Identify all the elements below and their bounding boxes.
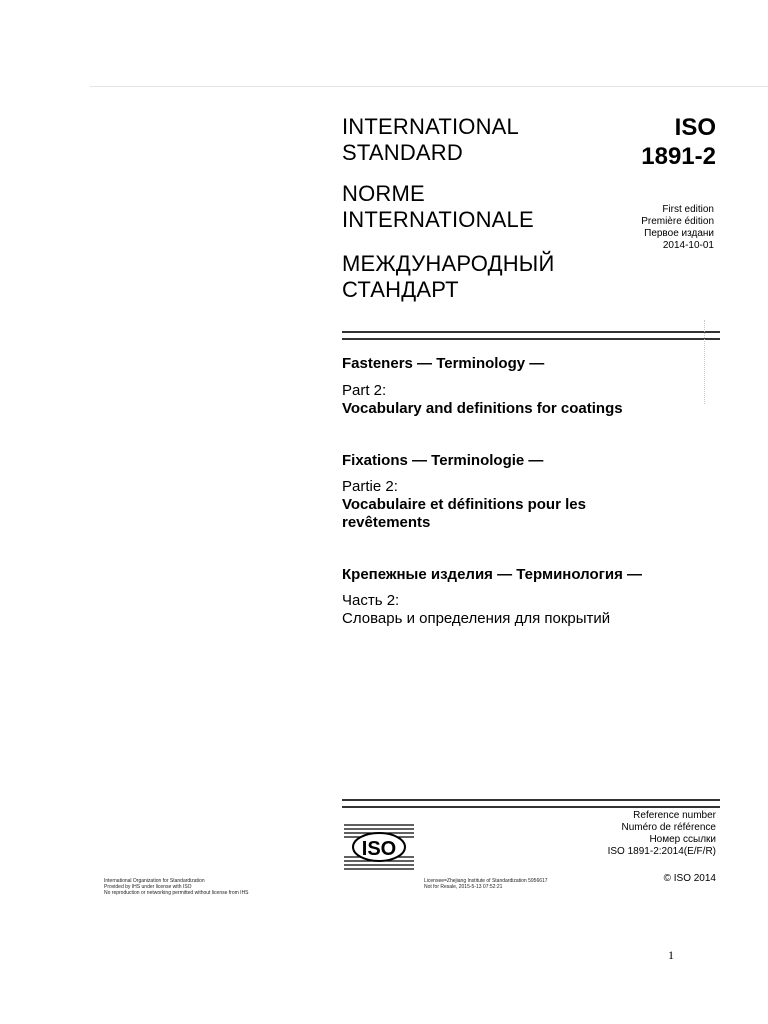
fr-subtitle-line1: Vocabulaire et définitions pour les	[342, 496, 586, 513]
ru-subtitle: Словарь и определения для покрытий	[342, 610, 611, 627]
ru-main-title: Крепежные изделия — Терминология —	[342, 566, 643, 583]
edition-date: 2014-10-01	[662, 240, 714, 251]
title-en-line1: INTERNATIONAL	[342, 114, 519, 139]
title-fr-line1: NORME	[342, 181, 425, 206]
iso-designation	[641, 113, 716, 171]
footer-center-line1: Licensee=Zhejiang Institute of Standardization 5956617	[424, 878, 548, 884]
edition-block	[641, 204, 714, 252]
reference-ru: Номер ссылки	[649, 834, 716, 845]
page-number: 1	[668, 948, 674, 962]
reference-number: ISO 1891-2:2014(E/F/R)	[607, 846, 716, 857]
footer-left-line2: Provided by IHS under license with ISO	[104, 884, 192, 890]
iso-logo-text: ISO	[361, 838, 397, 860]
fr-subtitle-line2: revêtements	[342, 514, 431, 531]
en-subtitle: Vocabulary and definitions for coatings	[342, 400, 623, 417]
edition-fr: Première édition	[641, 216, 714, 227]
copyright: © ISO 2014	[663, 873, 716, 884]
title-english	[342, 114, 519, 166]
en-main-title: Fasteners — Terminology —	[342, 355, 545, 372]
title-en-line2: STANDARD	[342, 140, 463, 165]
reference-en: Reference number	[633, 810, 716, 821]
upper-double-rule	[342, 331, 720, 340]
edition-ru: Первое издани	[644, 228, 714, 239]
iso-prefix: ISO	[674, 114, 716, 141]
fr-part: Partie 2:	[342, 478, 398, 495]
footer-center-line2: Not for Resale, 2015-5-13 07:52:21	[424, 884, 503, 890]
top-divider	[90, 86, 768, 87]
fr-main-title: Fixations — Terminologie —	[342, 452, 544, 469]
iso-logo	[344, 822, 414, 872]
ru-part: Часть 2:	[342, 592, 400, 609]
edition-en: First edition	[662, 204, 714, 215]
title-ru-line1: МЕЖДУНАРОДНЫЙ	[342, 251, 555, 276]
footer-left-line1: International Organization for Standardization	[104, 878, 205, 884]
iso-number: 1891-2	[641, 143, 716, 170]
footer-left-line3: No reproduction or networking permitted without license from IHS	[104, 890, 249, 896]
side-watermark	[704, 320, 711, 404]
footer-center	[424, 878, 548, 890]
title-french	[342, 181, 534, 233]
reference-fr: Numéro de référence	[621, 822, 716, 833]
en-part: Part 2:	[342, 382, 387, 399]
title-ru-line2: СТАНДАРТ	[342, 277, 459, 302]
title-russian	[342, 251, 555, 303]
reference-block	[608, 810, 716, 858]
footer-left	[104, 878, 249, 896]
title-fr-line2: INTERNATIONALE	[342, 207, 534, 232]
lower-double-rule	[342, 799, 720, 808]
